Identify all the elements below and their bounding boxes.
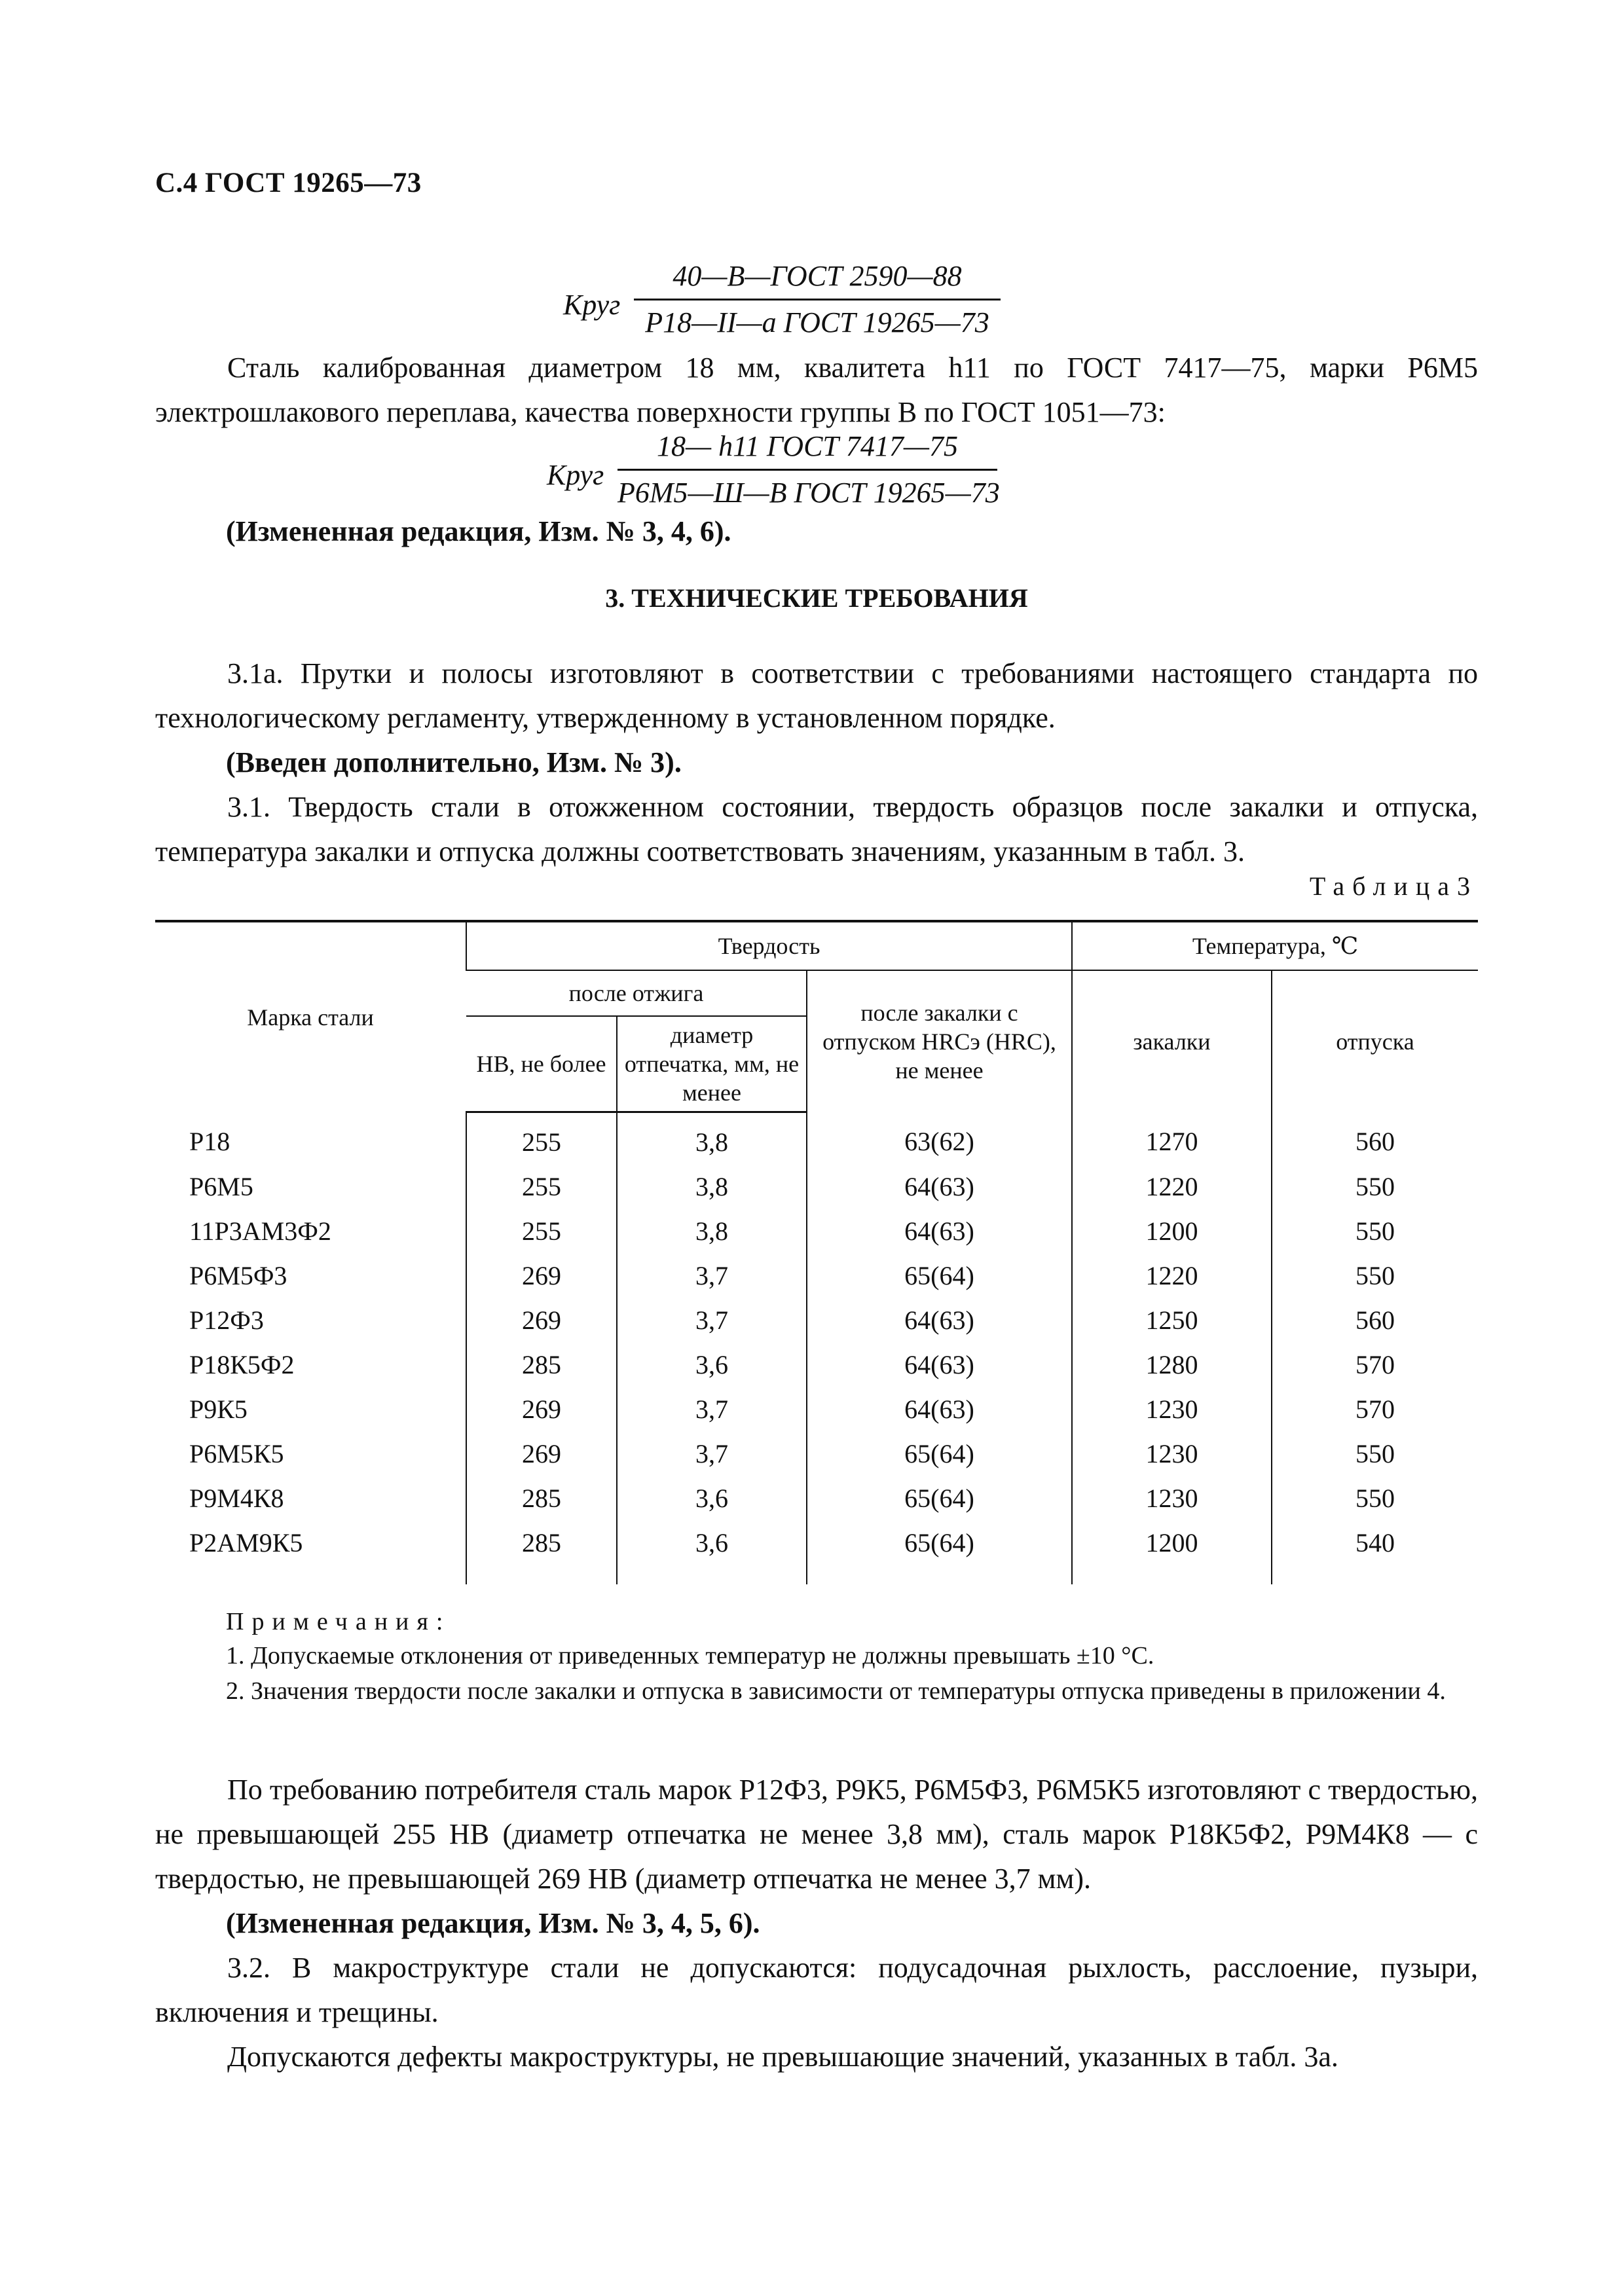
formula-lead: Круг: [563, 289, 621, 321]
header-quench: закалки: [1072, 970, 1272, 1112]
notes-title: Примечания:: [226, 1608, 451, 1635]
table-row: [155, 1342, 1478, 1387]
cell-d: 3,8: [617, 1164, 807, 1209]
table-row: [155, 1209, 1478, 1253]
cell-hb: 255: [466, 1209, 617, 1253]
change-note: (Измененная редакция, Изм. № 3, 4, 5, 6).: [226, 1907, 760, 1939]
formula-numerator: 40—В—ГОСТ 2590—88: [673, 260, 962, 292]
page-header: С.4 ГОСТ 19265—73: [155, 168, 422, 198]
cell-temper: 550: [1272, 1253, 1478, 1298]
cell-hrc: 64(63): [807, 1342, 1072, 1387]
cell-hb: 285: [466, 1520, 617, 1584]
cell-d: 3,6: [617, 1342, 807, 1387]
paragraph-calibrated-steel: Сталь калиброванная диаметром 18 мм, квалитета h11 по ГОСТ 7417—75, марки Р6М5 электрошлакового переплава, качества поверхности группы В по ГОСТ 1051—73:: [155, 352, 1478, 428]
table-row: [155, 1112, 1478, 1165]
cell-temper: 550: [1272, 1476, 1478, 1520]
cell-quench: 1200: [1072, 1520, 1272, 1584]
note-1: 1. Допускаемые отклонения от приведенных температур не должны превышать ±10 °С.: [226, 1642, 1154, 1669]
cell-hrc: 64(63): [807, 1298, 1072, 1342]
header-temperature: Температура, ℃: [1072, 921, 1478, 970]
cell-hb: 269: [466, 1387, 617, 1431]
note-2: 2. Значения твердости после закалки и отпуска в зависимости от температуры отпуска приведены в приложении 4.: [226, 1677, 1446, 1705]
formula-denominator: Р6М5—Ш—В ГОСТ 19265—73: [617, 477, 1000, 509]
table-row: [155, 1431, 1478, 1476]
cell-quench: 1250: [1072, 1298, 1272, 1342]
cell-grade: Р18: [189, 1126, 230, 1156]
cell-d: 3,7: [617, 1431, 807, 1476]
paragraph-3-1: 3.1. Твердость стали в отожженном состоянии, твердость образцов после закалки и отпуска, температура закалки и отпуска должны соответствовать значениям, указанным в табл. 3.: [155, 791, 1478, 867]
cell-grade: 11Р3АМ3Ф2: [189, 1216, 331, 1246]
cell-hb: 269: [466, 1298, 617, 1342]
table-row: [155, 1164, 1478, 1209]
cell-quench: 1280: [1072, 1342, 1272, 1387]
cell-temper: 570: [1272, 1342, 1478, 1387]
cell-grade: Р2АМ9К5: [189, 1527, 303, 1558]
table-row: [155, 1253, 1478, 1298]
cell-quench: 1230: [1072, 1476, 1272, 1520]
cell-d: 3,7: [617, 1253, 807, 1298]
cell-hb: 269: [466, 1431, 617, 1476]
cell-quench: 1220: [1072, 1164, 1272, 1209]
fraction-bar: [634, 299, 1001, 301]
cell-d: 3,6: [617, 1476, 807, 1520]
cell-d: 3,6: [617, 1520, 807, 1584]
cell-hb: 255: [466, 1164, 617, 1209]
cell-hb: 255: [466, 1112, 617, 1165]
cell-temper: 570: [1272, 1387, 1478, 1431]
header-hb: НВ, не более: [466, 1016, 617, 1112]
cell-temper: 540: [1272, 1520, 1478, 1584]
cell-hb: 285: [466, 1476, 617, 1520]
cell-grade: Р6М5: [189, 1171, 253, 1201]
section-title: 3. ТЕХНИЧЕСКИЕ ТРЕБОВАНИЯ: [605, 583, 1028, 613]
cell-grade: Р6М5Ф3: [189, 1260, 287, 1290]
hardness-table: [155, 920, 1478, 1584]
cell-temper: 550: [1272, 1209, 1478, 1253]
cell-hrc: 65(64): [807, 1253, 1072, 1298]
header-imprint: диаметр отпечатка, мм, не менее: [617, 1016, 807, 1112]
cell-grade: Р9М4К8: [189, 1483, 284, 1513]
cell-hrc: 64(63): [807, 1164, 1072, 1209]
header-grade: Марка стали: [155, 921, 466, 1112]
change-note: (Измененная редакция, Изм. № 3, 4, 6).: [226, 515, 731, 547]
header-temper: отпуска: [1272, 970, 1478, 1112]
cell-grade: Р6М5К5: [189, 1438, 284, 1468]
cell-quench: 1230: [1072, 1431, 1272, 1476]
formula-denominator: Р18—II—а ГОСТ 19265—73: [645, 306, 989, 338]
cell-d: 3,7: [617, 1298, 807, 1342]
cell-grade: Р12Ф3: [189, 1305, 264, 1335]
cell-quench: 1230: [1072, 1387, 1272, 1431]
cell-quench: 1220: [1072, 1253, 1272, 1298]
formula-fraction: [617, 427, 1000, 513]
table-row: [155, 1387, 1478, 1431]
introduction-note: (Введен дополнительно, Изм. № 3).: [226, 746, 682, 778]
paragraph-3-2: 3.2. В макроструктуре стали не допускаются: подусадочная рыхлость, расслоение, пузыри, включения и трещины.: [155, 1952, 1478, 2028]
cell-temper: 560: [1272, 1298, 1478, 1342]
formula-numerator: 18— h11 ГОСТ 7417—75: [656, 430, 959, 462]
cell-d: 3,8: [617, 1112, 807, 1165]
cell-hrc: 64(63): [807, 1209, 1072, 1253]
cell-grade: Р9К5: [189, 1394, 248, 1424]
cell-hrc: 65(64): [807, 1476, 1072, 1520]
cell-hrc: 65(64): [807, 1431, 1072, 1476]
cell-temper: 550: [1272, 1164, 1478, 1209]
formula-fraction: [634, 257, 1001, 342]
cell-hb: 269: [466, 1253, 617, 1298]
table-row: [155, 1476, 1478, 1520]
table-row: [155, 1298, 1478, 1342]
cell-hrc: 63(62): [807, 1112, 1072, 1165]
fraction-bar: [617, 469, 997, 471]
header-after-annealing: после отжига: [466, 970, 807, 1016]
cell-hrc: 65(64): [807, 1520, 1072, 1584]
cell-quench: 1200: [1072, 1209, 1272, 1253]
cell-hrc: 64(63): [807, 1387, 1072, 1431]
paragraph-consumer-requirement: По требованию потребителя сталь марок Р12Ф3, Р9К5, Р6М5Ф3, Р6М5К5 изготовляют с твердостью, не превышающей 255 НВ (диаметр отпечатка не менее 3,8 мм), сталь марок Р18К5Ф2, Р9М4К8 — с твердостью, не превышающей 269 НВ (диаметр отпечатка не менее 3,7 мм).: [155, 1774, 1478, 1895]
formula-lead: Круг: [547, 459, 604, 491]
cell-grade: Р18К5Ф2: [189, 1349, 295, 1379]
cell-hb: 285: [466, 1342, 617, 1387]
header-after-quench: после закалки с отпуском HRCэ (HRC), не менее: [807, 970, 1072, 1112]
header-hardness: Твердость: [466, 921, 1072, 970]
cell-d: 3,7: [617, 1387, 807, 1431]
paragraph-macrostructure-defects: Допускаются дефекты макроструктуры, не превышающие значений, указанных в табл. 3а.: [227, 2041, 1338, 2073]
cell-temper: 560: [1272, 1112, 1478, 1165]
table-caption: Таблица3: [1309, 871, 1478, 901]
paragraph-3-1a: 3.1а. Прутки и полосы изготовляют в соответствии с требованиями настоящего стандарта по технологическому регламенту, утвержденному в установленном порядке.: [155, 657, 1478, 734]
table-row: [155, 1520, 1478, 1584]
cell-quench: 1270: [1072, 1112, 1272, 1165]
cell-temper: 550: [1272, 1431, 1478, 1476]
cell-d: 3,8: [617, 1209, 807, 1253]
